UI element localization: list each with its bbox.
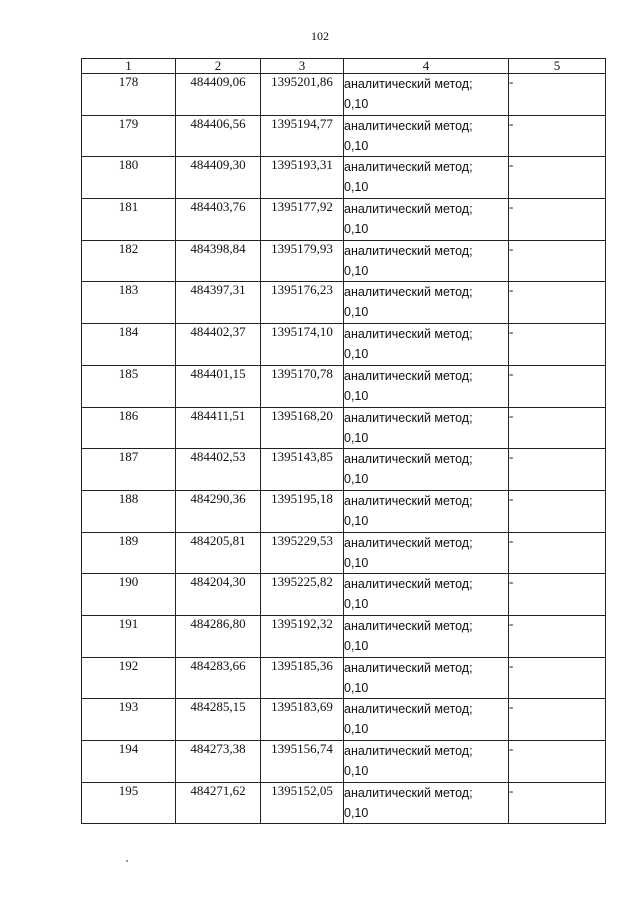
table-row — [82, 532, 606, 574]
accuracy-text: 0,10 — [344, 638, 369, 653]
table-row — [82, 699, 606, 741]
method-text: аналитический метод; — [344, 160, 473, 175]
point-number-cell: 189 — [82, 532, 176, 574]
method-text: аналитический метод; — [344, 327, 473, 342]
y-coordinate-cell: 1395152,05 — [261, 782, 344, 824]
point-number-cell: 185 — [82, 365, 176, 407]
note-cell: - — [509, 657, 606, 699]
point-number-cell: 186 — [82, 407, 176, 449]
accuracy-text: 0,10 — [344, 388, 369, 403]
y-coordinate-cell: 1395179,93 — [261, 240, 344, 282]
table-row — [82, 365, 606, 407]
table-header-row — [82, 59, 606, 74]
table-row — [82, 782, 606, 824]
note-cell: - — [509, 74, 606, 116]
note-cell: - — [509, 574, 606, 616]
method-text: аналитический метод; — [344, 243, 473, 258]
table-row — [82, 240, 606, 282]
method-text: аналитический метод; — [344, 744, 473, 758]
note-cell: - — [509, 199, 606, 241]
accuracy-text: 0,10 — [344, 347, 369, 362]
x-coordinate-cell: 484273,38 — [176, 741, 261, 783]
accuracy-text: 0,10 — [344, 430, 369, 445]
y-coordinate-cell: 1395168,20 — [261, 407, 344, 449]
table-row — [82, 324, 606, 366]
method-cell — [344, 407, 509, 449]
method-cell — [344, 115, 509, 157]
y-coordinate-cell: 1395225,82 — [261, 574, 344, 616]
accuracy-text: 0,10 — [344, 305, 369, 320]
method-text: аналитический метод; — [344, 577, 473, 592]
y-coordinate-cell: 1395176,23 — [261, 282, 344, 324]
accuracy-text: 0,10 — [344, 764, 369, 778]
x-coordinate-cell: 484286,80 — [176, 615, 261, 657]
accuracy-text: 0,10 — [344, 222, 369, 237]
point-number-cell: 192 — [82, 657, 176, 699]
y-coordinate-cell: 1395229,53 — [261, 532, 344, 574]
point-number-cell: 190 — [82, 574, 176, 616]
accuracy-text: 0,10 — [344, 138, 369, 153]
method-text: аналитический метод; — [344, 452, 473, 467]
y-coordinate-cell: 1395143,85 — [261, 449, 344, 491]
y-coordinate-cell: 1395170,78 — [261, 365, 344, 407]
method-cell — [344, 574, 509, 616]
point-number-cell: 182 — [82, 240, 176, 282]
point-number-cell: 179 — [82, 115, 176, 157]
method-cell — [344, 657, 509, 699]
method-cell — [344, 157, 509, 199]
y-coordinate-cell: 1395183,69 — [261, 699, 344, 741]
point-number-cell: 178 — [82, 74, 176, 116]
method-text: аналитический метод; — [344, 118, 473, 133]
y-coordinate-cell: 1395195,18 — [261, 490, 344, 532]
x-coordinate-cell: 484402,53 — [176, 449, 261, 491]
column-header: 4 — [344, 59, 509, 74]
point-number-cell: 183 — [82, 282, 176, 324]
x-coordinate-cell: 484271,62 — [176, 782, 261, 824]
note-cell: - — [509, 532, 606, 574]
method-text: аналитический метод; — [344, 660, 473, 675]
table-row — [82, 490, 606, 532]
accuracy-text: 0,10 — [344, 722, 369, 737]
column-header: 3 — [261, 59, 344, 74]
note-cell: - — [509, 782, 606, 824]
x-coordinate-cell: 484397,31 — [176, 282, 261, 324]
x-coordinate-cell: 484205,81 — [176, 532, 261, 574]
table-row — [82, 282, 606, 324]
method-cell — [344, 199, 509, 241]
method-cell — [344, 449, 509, 491]
page-number: 102 — [311, 29, 329, 43]
table-row — [82, 741, 606, 783]
method-cell — [344, 699, 509, 741]
y-coordinate-cell: 1395194,77 — [261, 115, 344, 157]
accuracy-text: 0,10 — [344, 97, 369, 111]
method-text: аналитический метод; — [344, 785, 473, 800]
x-coordinate-cell: 484409,30 — [176, 157, 261, 199]
accuracy-text: 0,10 — [344, 680, 369, 695]
note-cell: - — [509, 157, 606, 199]
accuracy-text: 0,10 — [344, 263, 369, 278]
note-cell: - — [509, 449, 606, 491]
y-coordinate-cell: 1395177,92 — [261, 199, 344, 241]
x-coordinate-cell: 484409,06 — [176, 74, 261, 116]
method-text: аналитический метод; — [344, 410, 473, 425]
x-coordinate-cell: 484285,15 — [176, 699, 261, 741]
y-coordinate-cell: 1395192,32 — [261, 615, 344, 657]
note-cell: - — [509, 365, 606, 407]
method-text: аналитический метод; — [344, 202, 473, 217]
table-row — [82, 657, 606, 699]
table-row — [82, 115, 606, 157]
x-coordinate-cell: 484403,76 — [176, 199, 261, 241]
scan-speck — [126, 860, 128, 862]
y-coordinate-cell: 1395185,36 — [261, 657, 344, 699]
method-text: аналитический метод; — [344, 702, 473, 717]
method-cell — [344, 324, 509, 366]
accuracy-text: 0,10 — [344, 180, 369, 195]
method-text: аналитический метод; — [344, 493, 473, 508]
method-text: аналитический метод; — [344, 535, 473, 550]
method-cell — [344, 240, 509, 282]
table-row — [82, 574, 606, 616]
note-cell: - — [509, 741, 606, 783]
x-coordinate-cell: 484402,37 — [176, 324, 261, 366]
x-coordinate-cell: 484398,84 — [176, 240, 261, 282]
y-coordinate-cell: 1395193,31 — [261, 157, 344, 199]
column-header: 1 — [82, 59, 176, 74]
method-cell — [344, 365, 509, 407]
method-cell — [344, 741, 509, 783]
x-coordinate-cell: 484290,36 — [176, 490, 261, 532]
point-number-cell: 181 — [82, 199, 176, 241]
note-cell: - — [509, 407, 606, 449]
method-cell — [344, 282, 509, 324]
method-cell — [344, 615, 509, 657]
point-number-cell: 191 — [82, 615, 176, 657]
accuracy-text: 0,10 — [344, 472, 369, 487]
method-cell — [344, 532, 509, 574]
x-coordinate-cell: 484406,56 — [176, 115, 261, 157]
method-cell — [344, 74, 509, 116]
note-cell: - — [509, 115, 606, 157]
table-row — [82, 449, 606, 491]
accuracy-text: 0,10 — [344, 597, 369, 612]
method-cell — [344, 490, 509, 532]
note-cell: - — [509, 490, 606, 532]
method-text: аналитический метод; — [344, 285, 473, 300]
point-number-cell: 194 — [82, 741, 176, 783]
y-coordinate-cell: 1395174,10 — [261, 324, 344, 366]
note-cell: - — [509, 615, 606, 657]
method-text: аналитический метод; — [344, 618, 473, 633]
x-coordinate-cell: 484283,66 — [176, 657, 261, 699]
method-cell — [344, 782, 509, 824]
y-coordinate-cell: 1395201,86 — [261, 74, 344, 116]
column-header: 5 — [509, 59, 606, 74]
table-row — [82, 407, 606, 449]
method-text: аналитический метод; — [344, 368, 473, 383]
note-cell: - — [509, 699, 606, 741]
note-cell: - — [509, 240, 606, 282]
point-number-cell: 195 — [82, 782, 176, 824]
column-header: 2 — [176, 59, 261, 74]
table-row — [82, 615, 606, 657]
accuracy-text: 0,10 — [344, 805, 369, 820]
table-row — [82, 157, 606, 199]
note-cell: - — [509, 324, 606, 366]
accuracy-text: 0,10 — [344, 513, 369, 528]
point-number-cell: 188 — [82, 490, 176, 532]
note-cell: - — [509, 282, 606, 324]
point-number-cell: 180 — [82, 157, 176, 199]
x-coordinate-cell: 484401,15 — [176, 365, 261, 407]
table-row — [82, 199, 606, 241]
point-number-cell: 184 — [82, 324, 176, 366]
method-text: аналитический метод; — [344, 77, 473, 91]
x-coordinate-cell: 484411,51 — [176, 407, 261, 449]
point-number-cell: 187 — [82, 449, 176, 491]
y-coordinate-cell: 1395156,74 — [261, 741, 344, 783]
accuracy-text: 0,10 — [344, 555, 369, 570]
table-row — [82, 74, 606, 116]
x-coordinate-cell: 484204,30 — [176, 574, 261, 616]
coordinates-table — [81, 58, 606, 824]
point-number-cell: 193 — [82, 699, 176, 741]
